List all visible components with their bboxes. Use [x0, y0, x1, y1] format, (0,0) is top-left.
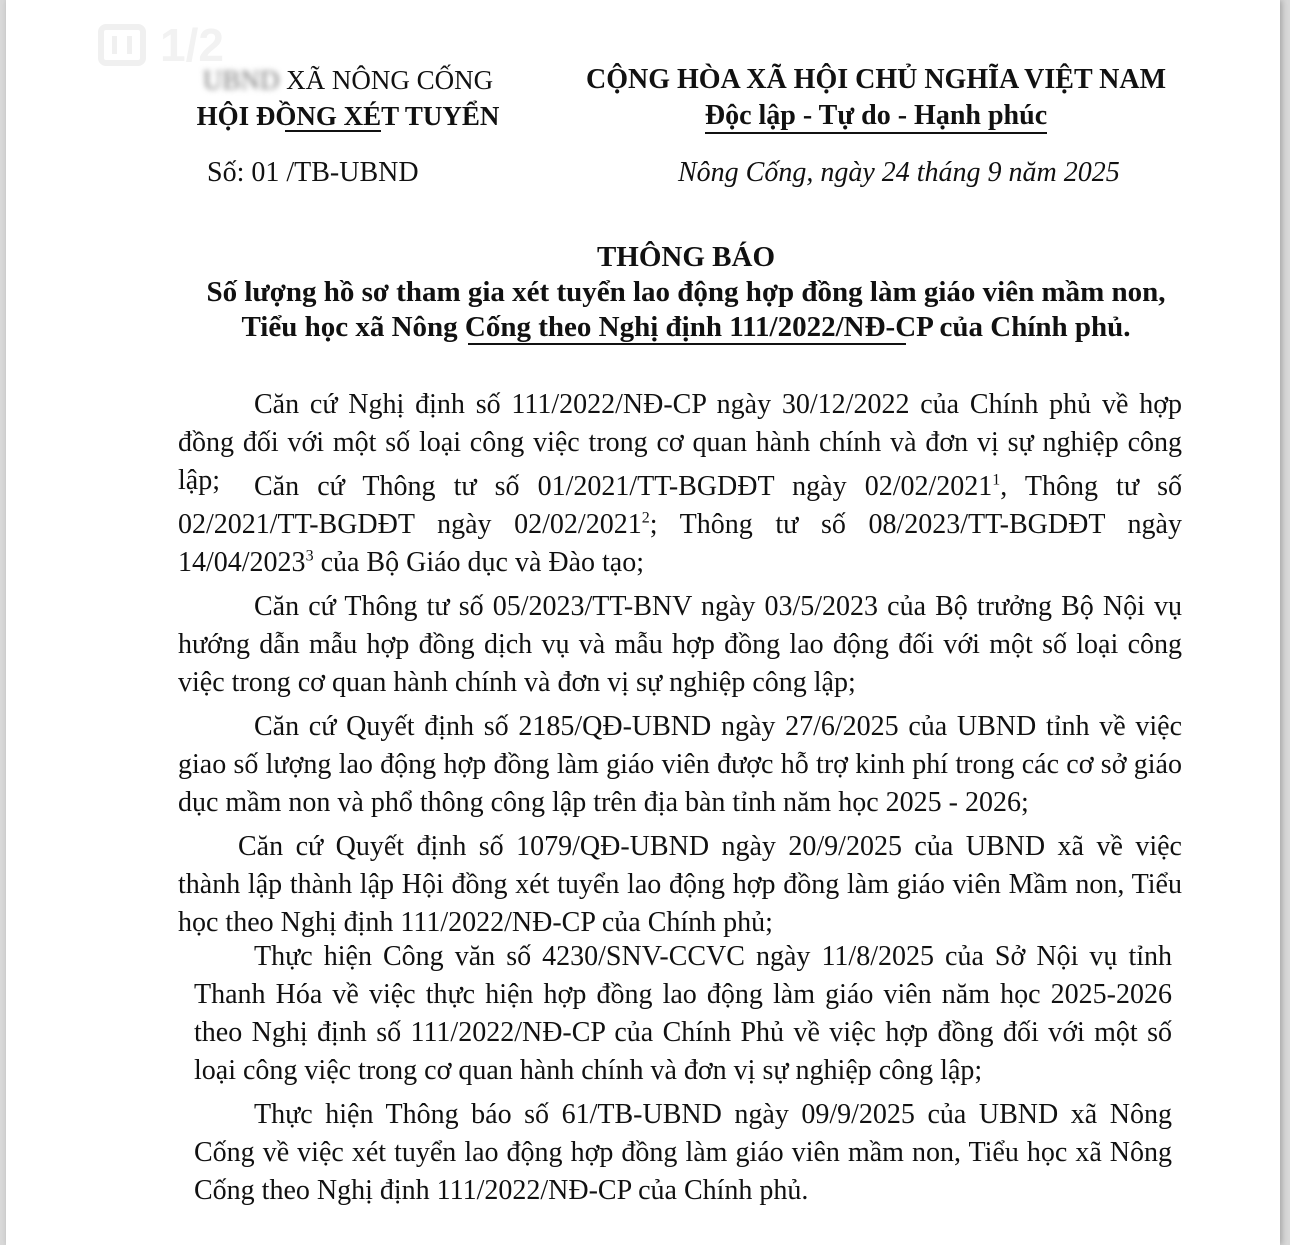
issuer-org [178, 62, 518, 98]
paragraph-text: Thực hiện Thông báo số 61/TB-UBND ngày 09/9/2025 của UBND xã Nông Cống về việc xét tuyển lao động hợp đồng làm giáo viên mầm non, Tiểu học xã Nông Cống theo Nghị định 111/2022/NĐ-CP của Chính phủ. [194, 1099, 1172, 1206]
date-line: Nông Cống, ngày 24 tháng 9 năm 2025 [678, 157, 1120, 188]
paragraph-legal-basis-2 [178, 468, 1182, 582]
national-motto: Độc lập - Tự do - Hạnh phúc [705, 100, 1047, 134]
nation-name: CỘNG HÒA XÃ HỘI CHỦ NGHĨA VIỆT NAM [585, 64, 1167, 95]
paragraph-legal-basis-4 [178, 708, 1182, 822]
pages-icon [98, 24, 146, 66]
paragraph-legal-basis-3 [178, 588, 1182, 702]
paragraph-text: Căn cứ Quyết định số 2185/QĐ-UBND ngày 27/6/2025 của UBND tỉnh về việc giao số lượng lao động hợp đồng làm giáo viên được hỗ trợ kinh phí trong các cơ sở giáo dục mầm non và phổ thông công lập trên địa bàn tỉnh năm học 2025 - 2026; [178, 711, 1182, 818]
title-underline [468, 343, 906, 345]
page-indicator-text: 1/2 [160, 19, 224, 71]
paragraph-text: của Bộ Giáo dục và Đào tạo; [313, 547, 645, 578]
document-title [156, 240, 1216, 345]
paragraph-legal-basis-5 [178, 828, 1182, 942]
title-subtitle-line2: Tiểu học xã Nông Cống theo Nghị định 111/2022/NĐ-CP của Chính phủ. [241, 311, 1131, 343]
title-heading: THÔNG BÁO [596, 241, 776, 273]
paragraph-text: , Thông tư số 02/2021/TT-BGDĐT ngày 02/02/2021 [178, 471, 1182, 540]
paragraph-text: Căn cứ Quyết định số 1079/QĐ-UBND ngày 20/9/2025 của UBND xã về việc thành lập thành lập Hội đồng xét tuyển lao động hợp đồng làm giáo viên Mầm non, Tiểu học theo Nghị định 111/2022/NĐ-CP của Chính phủ; [178, 831, 1182, 938]
paragraph-text: ; Thông tư số 08/2023/TT-BGDĐT ngày 14/04/2023 [178, 509, 1182, 578]
issuer-org-name: XÃ NÔNG CỐNG [279, 65, 494, 95]
footnote-ref-1[interactable]: 1 [992, 471, 1001, 489]
footnote-ref-2[interactable]: 2 [641, 509, 650, 527]
redacted-org-prefix: UBND [202, 65, 280, 95]
paragraph-text: Căn cứ Thông tư số 05/2023/TT-BNV ngày 03/5/2023 của Bộ trưởng Bộ Nội vụ hướng dẫn mẫu hợp đồng dịch vụ và mẫu hợp đồng lao động đối với một số loại công việc trong cơ quan hành chính và đơn vị sự nghiệp công lập; [178, 591, 1182, 698]
issuer-header [178, 62, 518, 134]
paragraph-text: Thực hiện Công văn số 4230/SNV-CCVC ngày 11/8/2025 của Sở Nội vụ tỉnh Thanh Hóa về việc thực hiện hợp đồng lao động làm giáo viên năm học 2025-2026 theo Nghị định số 111/2022/NĐ-CP của Chính Phủ về việc hợp đồng đối với một số loại công việc trong cơ quan hành chính và đơn vị sự nghiệp công lập; [194, 941, 1172, 1086]
paragraph-text: Căn cứ Nghị định số 111/2022/NĐ-CP ngày 30/12/2022 của Chính phủ về hợp đồng đối với một số loại công việc trong cơ quan hành chính và đơn vị sự nghiệp công lập; [178, 389, 1182, 496]
document-number: Số: 01 /TB-UBND [207, 157, 419, 188]
footnote-ref-3[interactable]: 3 [305, 547, 314, 565]
paragraph-implementation-2 [194, 1096, 1172, 1210]
issuer-council: HỘI ĐỒNG XÉT TUYỂN [197, 98, 500, 134]
paragraph-text: Căn cứ Thông tư số 01/2021/TT-BGDĐT ngày 02/02/2021 [254, 471, 993, 502]
document-page [6, 0, 1280, 1245]
national-header [576, 62, 1176, 134]
title-subtitle-line1: Số lượng hồ sơ tham gia xét tuyển lao động hợp đồng làm giáo viên mầm non, [206, 276, 1166, 308]
paragraph-implementation-1 [194, 938, 1172, 1090]
